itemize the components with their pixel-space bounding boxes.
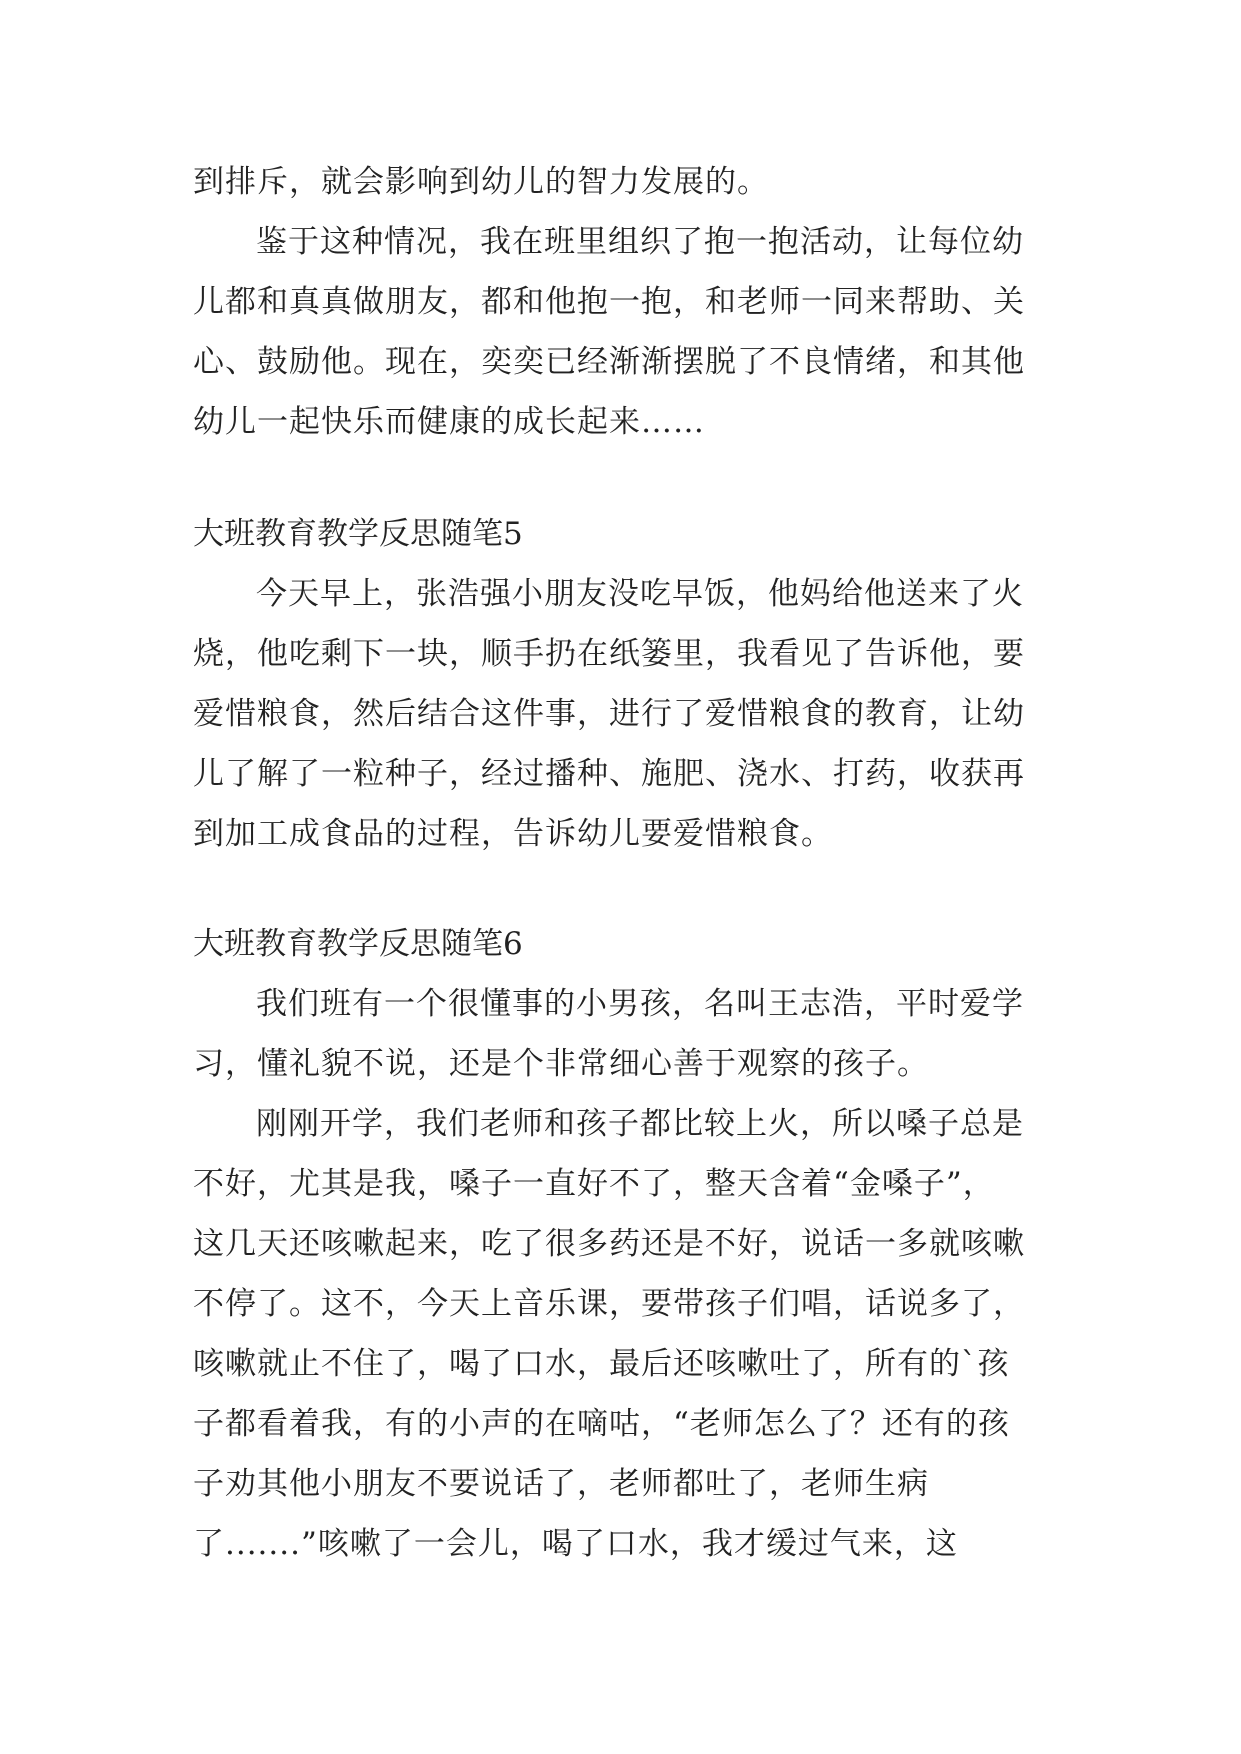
paragraph-line: 不停了。这不，今天上音乐课，要带孩子们唱，话说多了， [193,1286,1025,1322]
paragraph-line: 这几天还咳嗽起来，吃了很多药还是不好，说话一多就咳嗽 [193,1226,1025,1262]
paragraph-line: 子都看着我，有的小声的在嘀咕，“老师怎么了？还有的孩 [193,1406,1010,1442]
paragraph-line: 子劝其他小朋友不要说话了，老师都吐了，老师生病 [193,1466,929,1502]
paragraph-line: 不好，尤其是我，嗓子一直好不了，整天含着“金嗓子”， [193,1166,995,1202]
paragraph-line: 心、鼓励他。现在，奕奕已经渐渐摆脱了不良情绪，和其他 [193,344,1025,380]
paragraph-line: 儿了解了一粒种子，经过播种、施肥、浇水、打药，收获再 [193,756,1025,792]
section-heading: 大班教育教学反思随笔6 [193,926,523,962]
paragraph-line: 咳嗽就止不住了，喝了口水，最后还咳嗽吐了，所有的`孩 [193,1346,1010,1382]
paragraph-line: 鉴于这种情况，我在班里组织了抱一抱活动，让每位幼 [256,224,1024,260]
paragraph-line: 到加工成食品的过程，告诉幼儿要爱惜粮食。 [193,816,833,852]
paragraph-line: 到排斥，就会影响到幼儿的智力发展的。 [193,164,769,200]
paragraph-line: 儿都和真真做朋友，都和他抱一抱，和老师一同来帮助、关 [193,284,1025,320]
paragraph-line: 刚刚开学，我们老师和孩子都比较上火，所以嗓子总是 [256,1106,1024,1142]
paragraph-line: 了.......”咳嗽了一会儿，喝了口水，我才缓过气来，这 [193,1526,958,1562]
paragraph-line: 爱惜粮食，然后结合这件事，进行了爱惜粮食的教育，让幼 [193,696,1025,732]
section-heading: 大班教育教学反思随笔5 [193,516,523,552]
paragraph-line: 我们班有一个很懂事的小男孩，名叫王志浩，平时爱学 [256,986,1024,1022]
paragraph-line: 今天早上，张浩强小朋友没吃早饭，他妈给他送来了火 [256,576,1024,612]
paragraph-line: 烧，他吃剩下一块，顺手扔在纸篓里，我看见了告诉他，要 [193,636,1025,672]
paragraph-line: 习，懂礼貌不说，还是个非常细心善于观察的孩子。 [193,1046,929,1082]
paragraph-line: 幼儿一起快乐而健康的成长起来…… [193,404,705,440]
